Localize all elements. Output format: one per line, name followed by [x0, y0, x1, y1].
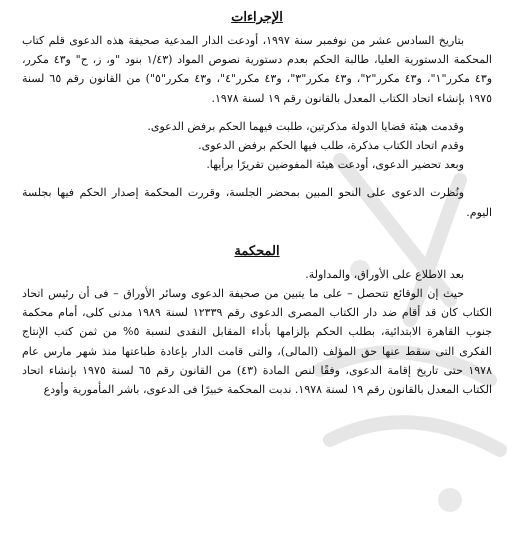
procedures-paragraph-4: وبعد تحضير الدعوى، أودعت هيئة المفوضين تقريرًا برأيها.: [206, 158, 464, 172]
procedures-paragraph-2: وقدمت هيئة قضايا الدولة مذكرتين، طلبت فيهما الحكم برفض الدعوى.: [147, 119, 464, 133]
document-page: [22, 6, 492, 399]
procedures-paragraph-5: ونُظرت الدعوى على النحو المبين بمحضر الجلسة، وقررت المحكمة إصدار الحكم فيها بجلسة اليوم.: [22, 186, 492, 219]
procedures-paragraph-3: وقدم اتحاد الكتاب مذكرة، طلب فيها الحكم برفض الدعوى.: [198, 139, 464, 153]
court-heading: المحكمة: [234, 243, 280, 259]
court-paragraph-2: حيث إن الوقائع تتحصل – على ما يتبين من صحيفة الدعوى وسائر الأوراق – فى أن رئيس اتحاد الكتاب كان قد أقام ضد دار الكتاب المصرى الدعوى رقم ١٢٣٣٩ لسنة ١٩٨٩ مدنى كلى، أمام محكمة جنوب القاهرة الابتدائية، بطلب الحكم بإلزامها بأداء المقابل النقدى لنسبة ٥% من ثمن كتب الإنتاج الفكرى التى سقط عنها حق المؤلف (المالى)، والتى قامت الدار بإعادة طباعتها منذ شهر مارس عام ١٩٧٨ حتى تاريخ إقامة الدعوى، وفقًا لنص المادة (٤٣) من القانون رقم ٦٥ لسنة ١٩٧٥ بإنشاء اتحاد الكتاب المعدل بالقانون رقم ١٩ لسنة ١٩٧٨. ندبت المحكمة خبيرًا فى الدعوى، باشر المأمورية وأودع: [22, 287, 493, 397]
procedures-heading: الإجراءات: [231, 10, 283, 25]
court-paragraph-1: بعد الاطلاع على الأوراق، والمداولة.: [305, 267, 464, 281]
procedures-paragraph-1: بتاريخ السادس عشر من نوفمبر سنة ١٩٩٧، أودعت الدار المدعية صحيفة هذه الدعوى قلم كتاب المحكمة الدستورية العليا، طالبة الحكم بعدم دستورية نصوص المواد (١/٤٣ بنود "و، ز، ح" و٤٣ مكرر، و٤٣ مكرر"١"، و٤٣ مكرر"٢"، و٤٣ مكرر"٣"، و٤٣ مكرر"٤"، و٤٣ مكرر"٥") من القانون رقم ٦٥ لسنة ١٩٧٥ بإنشاء اتحاد الكتاب المعدل بالقانون رقم ١٩ لسنة ١٩٧٨.: [22, 34, 493, 105]
